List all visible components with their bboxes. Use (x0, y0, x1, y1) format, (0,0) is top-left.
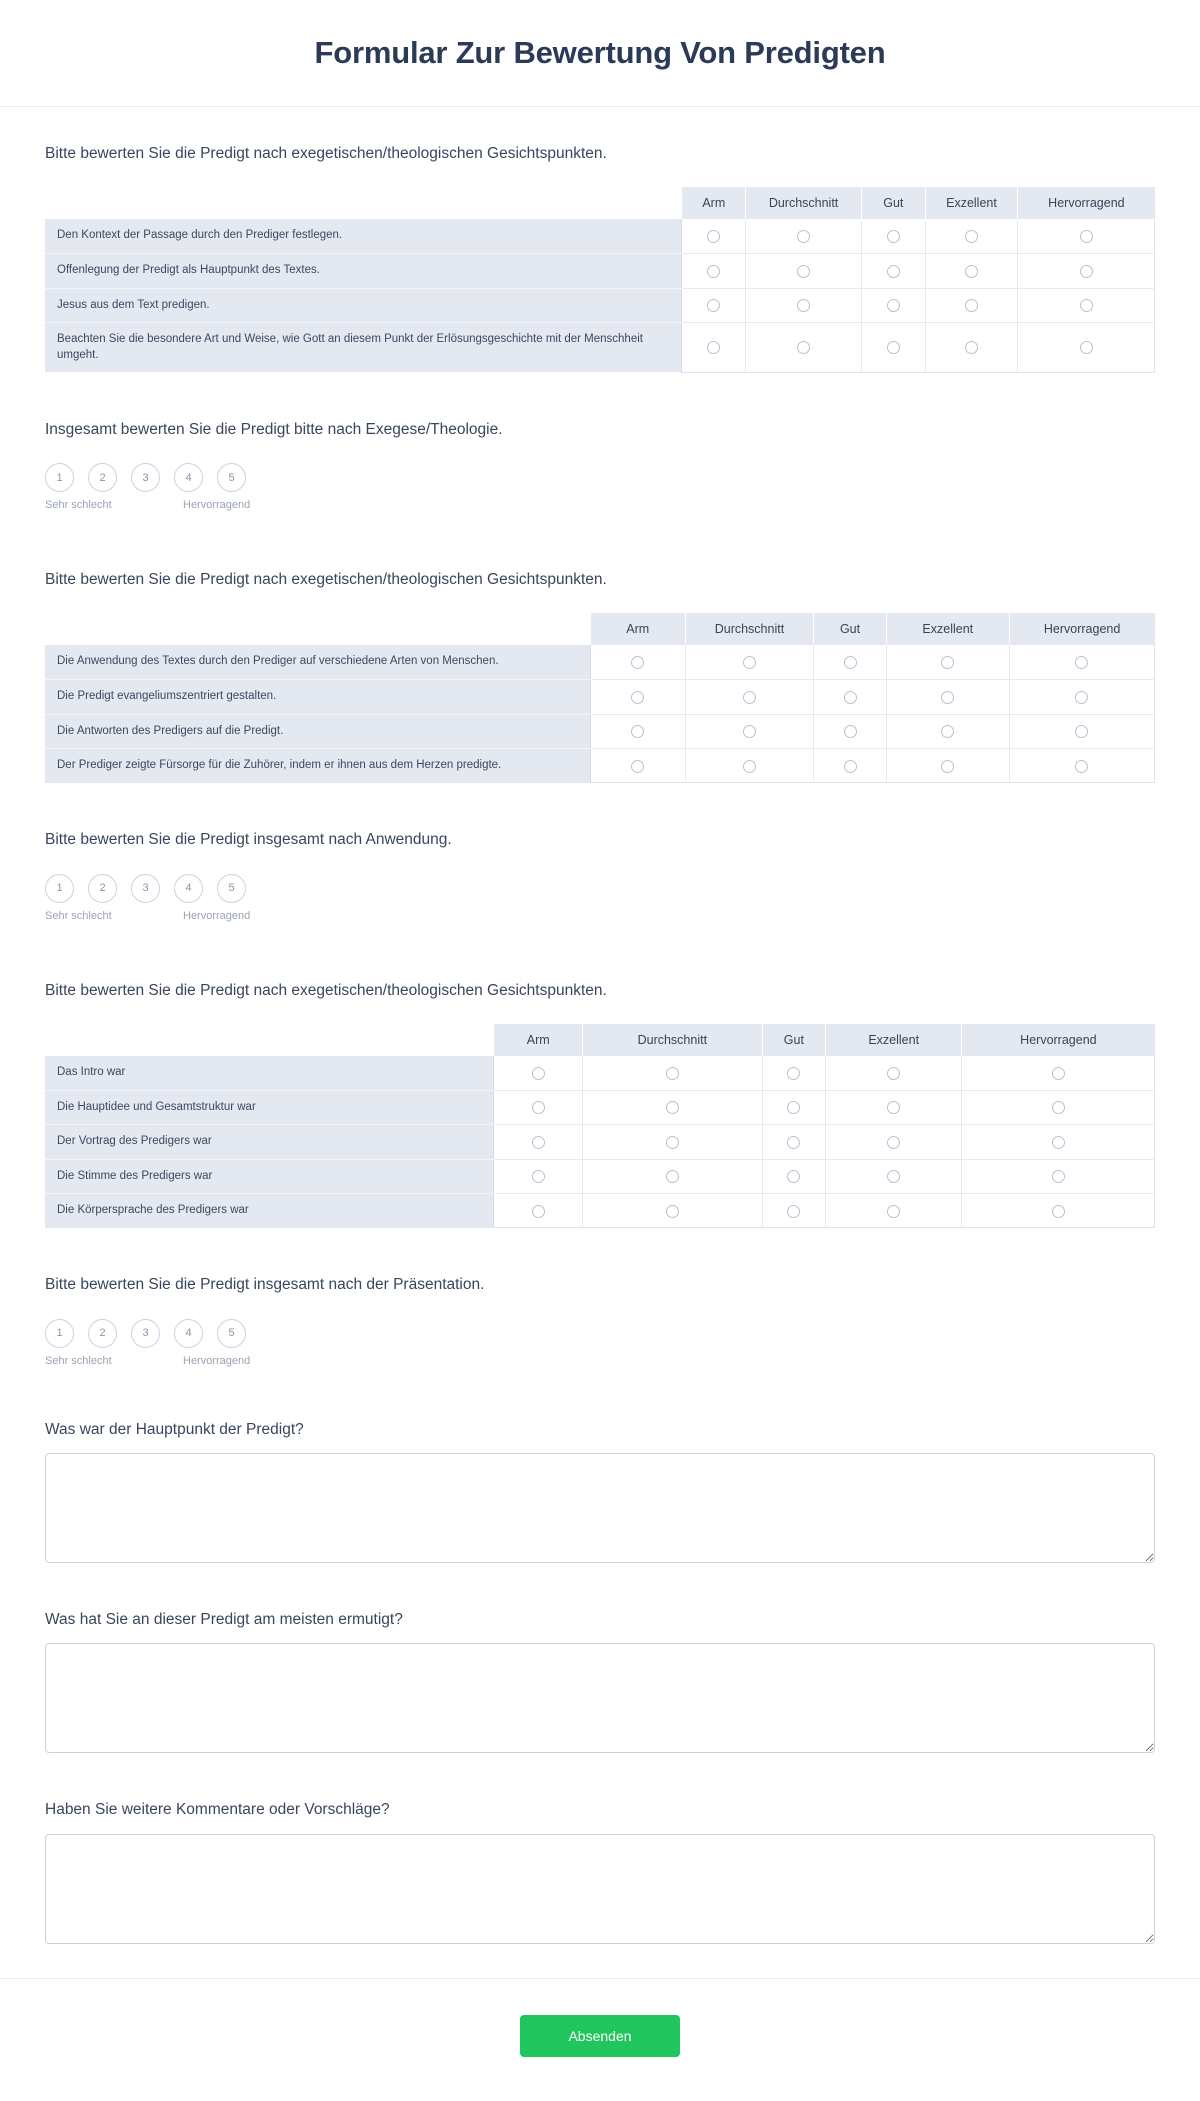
radio-button[interactable] (1080, 265, 1093, 278)
radio-cell[interactable] (925, 288, 1018, 323)
rating-option-3[interactable]: 3 (131, 874, 160, 903)
radio-cell[interactable] (886, 645, 1009, 679)
text-question-encouragement (0, 1609, 1200, 1753)
radio-button[interactable] (965, 265, 978, 278)
table-row (45, 288, 1155, 323)
matrix (45, 613, 1155, 783)
radio-button[interactable] (631, 691, 644, 704)
row-label: Das Intro war (45, 1056, 494, 1090)
radio-cell[interactable] (746, 323, 862, 373)
radio-cell[interactable] (925, 219, 1018, 253)
radio-cell[interactable] (746, 219, 862, 253)
row-label: Die Hauptidee und Gesamtstruktur war (45, 1090, 494, 1125)
radio-button[interactable] (844, 760, 857, 773)
radio-button[interactable] (743, 725, 756, 738)
radio-button[interactable] (707, 299, 720, 312)
radio-button[interactable] (631, 760, 644, 773)
rating-option-2[interactable]: 2 (88, 874, 117, 903)
radio-button[interactable] (844, 691, 857, 704)
radio-cell[interactable] (826, 1194, 962, 1228)
radio-cell[interactable] (826, 1056, 962, 1090)
radio-button[interactable] (666, 1067, 679, 1080)
radio-cell[interactable] (925, 323, 1018, 373)
radio-cell[interactable] (962, 1159, 1155, 1194)
column-header-hervorragend: Hervorragend (962, 1024, 1155, 1056)
radio-button[interactable] (1075, 691, 1088, 704)
matrix-body (45, 1056, 1155, 1228)
table-row (45, 680, 1155, 715)
radio-cell[interactable] (494, 1194, 583, 1228)
main-point-textarea[interactable] (45, 1453, 1155, 1563)
radio-cell[interactable] (682, 253, 746, 288)
matrix-body (45, 219, 1155, 372)
radio-button[interactable] (1052, 1067, 1065, 1080)
table-row (45, 1125, 1155, 1160)
radio-cell[interactable] (590, 645, 685, 679)
radio-cell[interactable] (682, 219, 746, 253)
radio-cell[interactable] (886, 714, 1009, 749)
rating-legend (45, 499, 285, 517)
rating-option-2[interactable]: 2 (88, 1319, 117, 1348)
radio-button[interactable] (532, 1101, 545, 1114)
row-label: Beachten Sie die besondere Art und Weise, wie Gott an diesem Punkt der Erlösungsgeschichte mit der Menschheit umgeht. (45, 323, 682, 373)
column-header-exzellent: Exzellent (925, 187, 1018, 219)
row-label: Die Stimme des Predigers war (45, 1159, 494, 1194)
radio-cell[interactable] (861, 253, 925, 288)
radio-cell[interactable] (814, 645, 887, 679)
radio-button[interactable] (797, 230, 810, 243)
radio-button[interactable] (787, 1170, 800, 1183)
radio-button[interactable] (941, 725, 954, 738)
table-row (45, 219, 1155, 253)
radio-button[interactable] (743, 760, 756, 773)
radio-cell[interactable] (962, 1090, 1155, 1125)
table-row (45, 645, 1155, 679)
radio-cell[interactable] (682, 288, 746, 323)
radio-button[interactable] (797, 265, 810, 278)
matrix-corner (45, 613, 590, 645)
column-header-hervorragend: Hervorragend (1018, 187, 1155, 219)
rating-option-4[interactable]: 4 (174, 463, 203, 492)
radio-cell[interactable] (886, 749, 1009, 783)
form-body (0, 107, 1200, 1944)
row-label: Der Vortrag des Predigers war (45, 1125, 494, 1160)
radio-cell[interactable] (962, 1056, 1155, 1090)
radio-button[interactable] (1080, 299, 1093, 312)
radio-button[interactable] (743, 691, 756, 704)
radio-button[interactable] (941, 691, 954, 704)
rating-legend-low: Sehr schlecht (45, 1354, 112, 1367)
table-row (45, 1090, 1155, 1125)
radio-cell[interactable] (583, 1194, 763, 1228)
radio-button[interactable] (631, 725, 644, 738)
rating-block-presentation (0, 1274, 1200, 1372)
radio-cell[interactable] (1009, 749, 1154, 783)
question-label: Was hat Sie an dieser Predigt am meisten ermutigt? (45, 1611, 403, 1628)
radio-button[interactable] (887, 1136, 900, 1149)
rating-option-5[interactable]: 5 (217, 1319, 246, 1348)
question-label: Bitte bewerten Sie die Predigt nach exegetischen/theologischen Gesichtspunkten. (45, 571, 607, 589)
radio-button[interactable] (666, 1101, 679, 1114)
radio-button[interactable] (1080, 341, 1093, 354)
rating-block-exegesis (0, 419, 1200, 517)
row-label: Den Kontext der Passage durch den Prediger festlegen. (45, 219, 682, 253)
radio-cell[interactable] (1018, 219, 1155, 253)
column-header-gut: Gut (861, 187, 925, 219)
rating-option-1[interactable]: 1 (45, 1319, 74, 1348)
radio-button[interactable] (666, 1170, 679, 1183)
radio-button[interactable] (743, 656, 756, 669)
radio-cell[interactable] (1009, 714, 1154, 749)
radio-button[interactable] (1052, 1136, 1065, 1149)
row-label: Offenlegung der Predigt als Hauptpunkt des Textes. (45, 253, 682, 288)
radio-cell[interactable] (746, 253, 862, 288)
column-header-gut: Gut (814, 613, 887, 645)
matrix-body (45, 645, 1155, 782)
radio-button[interactable] (1080, 230, 1093, 243)
radio-button[interactable] (887, 1101, 900, 1114)
radio-button[interactable] (887, 265, 900, 278)
text-question-comments (0, 1799, 1200, 1943)
column-header-hervorragend: Hervorragend (1009, 613, 1154, 645)
question-block-presentation-matrix (0, 980, 1200, 1002)
rating-option-2[interactable]: 2 (88, 463, 117, 492)
rating-option-5[interactable]: 5 (217, 463, 246, 492)
radio-button[interactable] (1052, 1205, 1065, 1218)
matrix (45, 1024, 1155, 1228)
radio-button[interactable] (887, 1170, 900, 1183)
radio-cell[interactable] (583, 1159, 763, 1194)
row-label: Jesus aus dem Text predigen. (45, 288, 682, 323)
radio-button[interactable] (887, 1205, 900, 1218)
column-header-gut: Gut (762, 1024, 826, 1056)
rating-legend-high: Hervorragend (183, 909, 251, 922)
table-row (45, 1056, 1155, 1090)
radio-button[interactable] (1075, 760, 1088, 773)
question-block-application-matrix (0, 569, 1200, 591)
radio-button[interactable] (787, 1067, 800, 1080)
radio-button[interactable] (532, 1205, 545, 1218)
radio-cell[interactable] (1018, 288, 1155, 323)
question-label: Bitte bewerten Sie die Predigt nach exegetischen/theologischen Gesichtspunkten. (45, 145, 607, 162)
radio-button[interactable] (941, 760, 954, 773)
matrix-corner (45, 187, 682, 219)
table-row (45, 1159, 1155, 1194)
form-footer (0, 1978, 1200, 2101)
radio-cell[interactable] (685, 714, 813, 749)
radio-cell[interactable] (685, 680, 813, 715)
radio-button[interactable] (532, 1136, 545, 1149)
radio-cell[interactable] (762, 1159, 826, 1194)
radio-cell[interactable] (590, 749, 685, 783)
rating-option-1[interactable]: 1 (45, 874, 74, 903)
column-header-exzellent: Exzellent (826, 1024, 962, 1056)
text-question-main-point (0, 1419, 1200, 1563)
matrix-header (45, 187, 1155, 219)
radio-button[interactable] (941, 656, 954, 669)
radio-cell[interactable] (861, 323, 925, 373)
radio-cell[interactable] (814, 749, 887, 783)
question-block-exegesis-matrix (0, 143, 1200, 165)
table-row (45, 323, 1155, 373)
column-header-arm: Arm (590, 613, 685, 645)
radio-cell[interactable] (494, 1125, 583, 1160)
column-header-durchschnitt: Durchschnitt (685, 613, 813, 645)
radio-cell[interactable] (583, 1056, 763, 1090)
radio-cell[interactable] (762, 1090, 826, 1125)
radio-cell[interactable] (886, 680, 1009, 715)
rating-option-3[interactable]: 3 (131, 1319, 160, 1348)
rating-legend-low: Sehr schlecht (45, 909, 112, 922)
rating-legend-low: Sehr schlecht (45, 499, 112, 512)
comments-textarea[interactable] (45, 1834, 1155, 1944)
radio-cell[interactable] (685, 645, 813, 679)
row-label: Die Predigt evangeliumszentriert gestalten. (45, 680, 590, 715)
column-header-exzellent: Exzellent (886, 613, 1009, 645)
radio-cell[interactable] (590, 714, 685, 749)
table-row (45, 253, 1155, 288)
matrix-table-application (45, 613, 1155, 783)
radio-cell[interactable] (685, 749, 813, 783)
radio-cell[interactable] (814, 680, 887, 715)
encouragement-textarea[interactable] (45, 1643, 1155, 1753)
radio-button[interactable] (797, 341, 810, 354)
row-label: Der Prediger zeigte Fürsorge für die Zuhörer, indem er ihnen aus dem Herzen predigte. (45, 749, 590, 783)
rating-scale (45, 874, 1155, 903)
page-title: Formular Zur Bewertung Von Predigten (314, 35, 886, 70)
matrix-table-presentation (45, 1024, 1155, 1228)
radio-cell[interactable] (1009, 645, 1154, 679)
radio-cell[interactable] (826, 1090, 962, 1125)
radio-cell[interactable] (1009, 680, 1154, 715)
radio-button[interactable] (965, 230, 978, 243)
question-label: Bitte bewerten Sie die Predigt nach exegetischen/theologischen Gesichtspunkten. (45, 981, 607, 999)
radio-button[interactable] (797, 299, 810, 312)
radio-button[interactable] (1075, 656, 1088, 669)
rating-option-3[interactable]: 3 (131, 463, 160, 492)
question-label: Haben Sie weitere Kommentare oder Vorschläge? (45, 1801, 390, 1819)
radio-cell[interactable] (826, 1159, 962, 1194)
radio-cell[interactable] (494, 1090, 583, 1125)
radio-cell[interactable] (962, 1125, 1155, 1160)
radio-button[interactable] (666, 1205, 679, 1218)
rating-legend-high: Hervorragend (183, 1354, 251, 1367)
radio-cell[interactable] (762, 1056, 826, 1090)
submit-button[interactable]: Absenden (520, 2015, 680, 2057)
radio-cell[interactable] (762, 1125, 826, 1160)
radio-cell[interactable] (1018, 253, 1155, 288)
radio-cell[interactable] (590, 680, 685, 715)
radio-button[interactable] (787, 1136, 800, 1149)
row-label: Die Anwendung des Textes durch den Prediger auf verschiedene Arten von Menschen. (45, 645, 590, 679)
rating-option-4[interactable]: 4 (174, 874, 203, 903)
radio-button[interactable] (887, 341, 900, 354)
matrix-header (45, 613, 1155, 645)
radio-button[interactable] (844, 725, 857, 738)
radio-button[interactable] (965, 299, 978, 312)
radio-cell[interactable] (814, 714, 887, 749)
radio-cell[interactable] (826, 1125, 962, 1160)
radio-cell[interactable] (762, 1194, 826, 1228)
matrix-header (45, 1024, 1155, 1056)
radio-button[interactable] (887, 230, 900, 243)
column-header-durchschnitt: Durchschnitt (583, 1024, 763, 1056)
radio-button[interactable] (1075, 725, 1088, 738)
radio-cell[interactable] (494, 1056, 583, 1090)
form-header (0, 0, 1200, 107)
radio-button[interactable] (707, 341, 720, 354)
column-header-arm: Arm (494, 1024, 583, 1056)
row-label: Die Antworten des Predigers auf die Predigt. (45, 714, 590, 749)
question-label: Bitte bewerten Sie die Predigt insgesamt nach der Präsentation. (45, 1276, 485, 1294)
radio-button[interactable] (707, 265, 720, 278)
row-label: Die Körpersprache des Predigers war (45, 1194, 494, 1228)
radio-button[interactable] (965, 341, 978, 354)
rating-option-1[interactable]: 1 (45, 463, 74, 492)
table-row (45, 1194, 1155, 1228)
radio-cell[interactable] (746, 288, 862, 323)
rating-block-application (0, 829, 1200, 927)
radio-cell[interactable] (682, 323, 746, 373)
rating-legend (45, 1355, 285, 1373)
radio-button[interactable] (1052, 1170, 1065, 1183)
question-label: Was war der Hauptpunkt der Predigt? (45, 1420, 304, 1438)
radio-cell[interactable] (494, 1159, 583, 1194)
radio-button[interactable] (631, 656, 644, 669)
question-label: Bitte bewerten Sie die Predigt insgesamt nach Anwendung. (45, 831, 452, 849)
radio-button[interactable] (666, 1136, 679, 1149)
rating-legend (45, 910, 285, 928)
radio-button[interactable] (787, 1205, 800, 1218)
table-row (45, 714, 1155, 749)
radio-cell[interactable] (962, 1194, 1155, 1228)
radio-cell[interactable] (1018, 323, 1155, 373)
radio-button[interactable] (887, 1067, 900, 1080)
matrix-corner (45, 1024, 494, 1056)
rating-legend-high: Hervorragend (183, 499, 251, 512)
radio-button[interactable] (1052, 1101, 1065, 1114)
radio-button[interactable] (844, 656, 857, 669)
radio-cell[interactable] (861, 288, 925, 323)
radio-cell[interactable] (583, 1125, 763, 1160)
table-row (45, 749, 1155, 783)
radio-button[interactable] (707, 230, 720, 243)
radio-button[interactable] (887, 299, 900, 312)
radio-cell[interactable] (861, 219, 925, 253)
radio-button[interactable] (532, 1170, 545, 1183)
column-header-arm: Arm (682, 187, 746, 219)
rating-option-5[interactable]: 5 (217, 874, 246, 903)
rating-scale (45, 463, 1155, 492)
radio-button[interactable] (787, 1101, 800, 1114)
rating-option-4[interactable]: 4 (174, 1319, 203, 1348)
question-label: Insgesamt bewerten Sie die Predigt bitte nach Exegese/Theologie. (45, 420, 503, 438)
column-header-durchschnitt: Durchschnitt (746, 187, 862, 219)
radio-button[interactable] (532, 1067, 545, 1080)
radio-cell[interactable] (583, 1090, 763, 1125)
radio-cell[interactable] (925, 253, 1018, 288)
rating-scale (45, 1319, 1155, 1348)
matrix (45, 187, 1155, 372)
matrix-table-exegesis (45, 187, 1155, 372)
